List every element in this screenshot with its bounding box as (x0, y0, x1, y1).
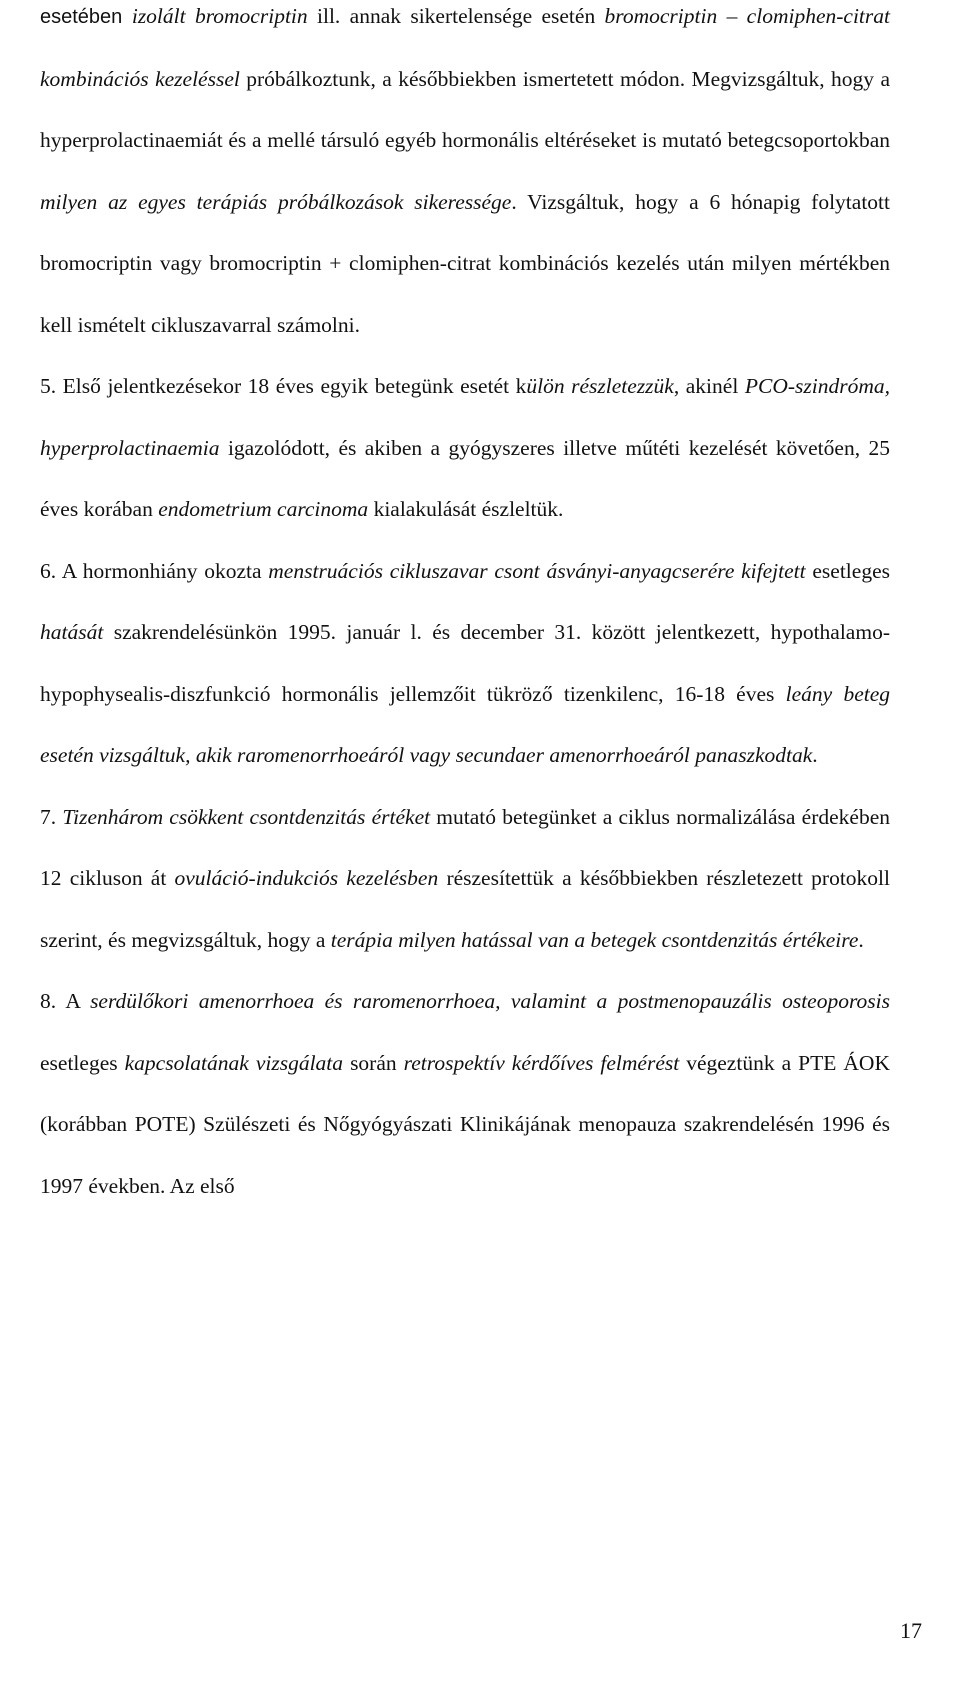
paragraph-p-7 (40, 787, 890, 972)
italic-text: hatását (40, 620, 104, 644)
paragraph-p-continued (40, 0, 890, 356)
italic-text: PCO-szindróma, hyperprolactinaemia (40, 374, 890, 460)
text-run: kialakulását észleltük. (368, 497, 564, 521)
text-run: . (812, 743, 818, 767)
italic-text: izolált bromocriptin (131, 4, 308, 28)
text-run: 6. A hormonhiány okozta (40, 558, 269, 583)
text-run: ill. annak sikertelensége esetén (307, 4, 605, 28)
text-run: 8. A (40, 989, 91, 1013)
italic-text: ülön részletezzük (526, 374, 674, 398)
italic-text: terápia milyen hatással van a betegek csontdenzitás értékeire (330, 927, 859, 952)
text-run: 5. (40, 374, 63, 398)
italic-text: retrospektív kérdőíves felmérést (403, 1050, 680, 1075)
paragraph-p-8 (40, 971, 890, 1217)
italic-text: serdülőkori amenorrhoea és raromenorrhoea, valamint a postmenopauzális osteoporosis (90, 989, 890, 1013)
text-run: mutató betegünket a ciklus normalizálása érdekében 12 cikluson át (40, 804, 891, 890)
italic-text: endometrium carcinoma (158, 497, 369, 521)
italic-text: bromocriptin – clomiphen-citrat kombinációs kezeléssel (40, 4, 890, 91)
text-run: során (343, 1050, 404, 1075)
text-run: próbálkoztunk, a későbbiekben ismertetett módon. Megvizsgáltuk, hogy a hyperprolactinaemiát és a mellé társuló egyéb hormonális eltéréseket is mutató betegcsoportokban (40, 66, 891, 152)
text-run: Első jelentkezésekor 18 éves egyik betegünk esetét k (62, 374, 527, 398)
italic-text: kapcsolatának vizsgálata (124, 1050, 344, 1075)
text-run: , akinél (673, 374, 745, 398)
text-run: részesítettük a későbbiekben részletezett protokoll szerint, és megvizsgáltuk, hogy a (40, 866, 891, 952)
text-run: 7. (40, 804, 63, 829)
text-run: szakrendelésünkön 1995. január l. és december 31. között jelentkezett, hypothalamo-hypophysealis-diszfunkció hormonális jellemzőit tükröző tizenkilenc, 16-18 éves (40, 620, 890, 706)
paragraph-p-5 (40, 356, 890, 541)
italic-text: milyen az egyes terápiás próbálkozások sikeressége (40, 189, 512, 214)
page-number: 17 (900, 1618, 922, 1643)
text-run: esetében (40, 6, 132, 28)
text-run: esetleges (805, 558, 890, 583)
italic-text: Tizenhárom csökkent csontdenzitás értéket (62, 804, 431, 829)
italic-text: leány beteg esetén vizsgáltuk, akik raromenorrhoeáról vagy secundaer amenorrhoeáról panaszkodtak (40, 681, 891, 767)
text-run: végeztünk a PTE ÁOK (korábban POTE) Szülészeti és Nőgyógyászati Klinikájának menopauza szakrendelésén 1996 és 1997 években. Az első (40, 1050, 890, 1198)
text-run: igazolódott, és akiben a gyógyszeres illetve műtéti kezelését követően, 25 éves korában (40, 435, 890, 521)
text-run: . Vizsgáltuk, hogy a 6 hónapig folytatott bromocriptin vagy bromocriptin + clomiphen-citrat kombinációs kezelés után milyen mértékben kell ismételt cikluszavarral számolni. (40, 189, 890, 337)
paragraph-p-6 (40, 541, 890, 787)
text-run: . (858, 927, 864, 952)
body-text (40, 0, 890, 1217)
italic-text: menstruációs cikluszavar csont ásványi-anyagcserére kifejtett (268, 558, 806, 583)
italic-text: ovuláció-indukciós kezelésben (174, 866, 439, 890)
text-run: esetleges (40, 1050, 125, 1075)
